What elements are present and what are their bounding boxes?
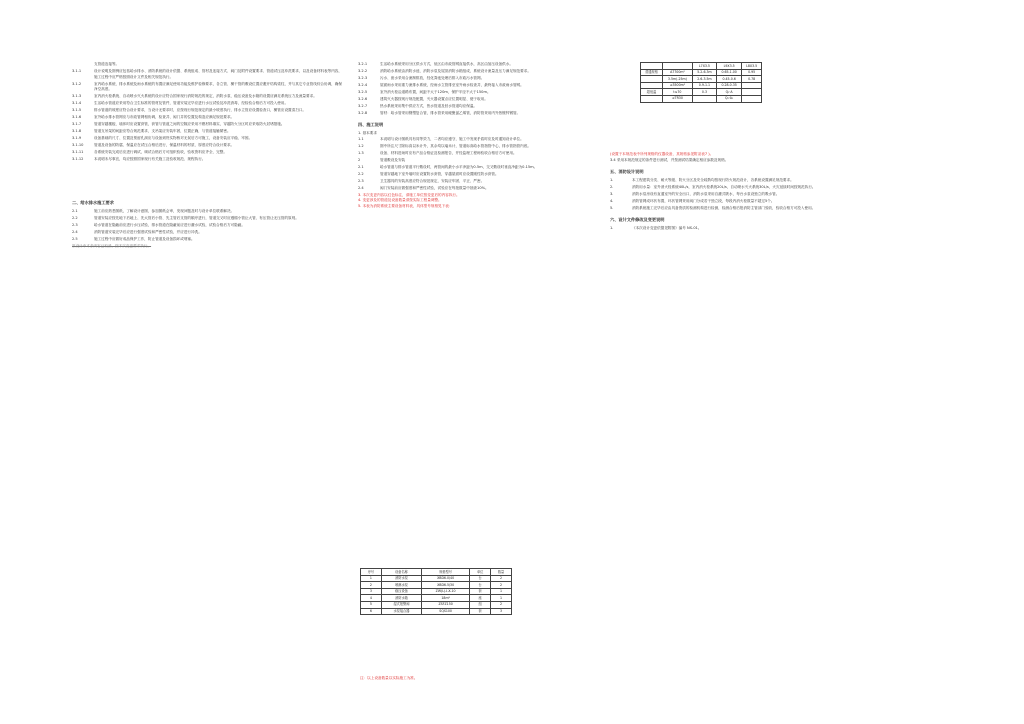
paragraph [358,76,640,82]
paragraph-text: 排水管道的坡度应符合设计要求，当设计无要求时，应按现行规范规定的最小坡度执行，排水立管应设置检查口，横管应设置清扫口。 [94,108,307,113]
table-row [361,575,512,582]
table-cell: 0.9-1.1 [692,82,716,89]
table-cell: 2 [361,582,382,589]
section-title-water-supply: 二、给水排水施工要求 [72,199,114,205]
table-cell [742,82,762,89]
paragraph-text: 施工前应熟悉图纸，了解设计意图，参加图纸会审，发现问题及时与设计单位联系解决。 [94,208,235,213]
paragraph-text: 支管道连接等。 [94,62,120,66]
paragraph-number: 3.2.1 [358,62,368,66]
paragraph-number: 5. [610,205,614,210]
paragraph-text: 设备、材料进场时应有产品合格证及检测报告，并经监理工程师验收合格后方可使用。 [380,150,517,155]
paragraph-text: 设计说明及图例应包括给水排水、消防系统的设计依据、系统组成、管材及连接方式、阀门及附件设置要求、管道试压及冲洗要求，以及设备材料表等内容，施工过程中应严格按照设计文件及相关规范执行。 [94,68,342,79]
section-title-fire: 五、消防设计说明 [610,169,644,175]
table-cell: 18m³ [422,595,470,602]
table-cell: 湿式报警阀 [381,601,421,608]
paragraph [358,62,640,68]
table-cell: A7700m² [662,69,692,76]
table-row [641,76,762,83]
red-change-note: 4. 变更涉及的管道及设备数量请按实际工程量调整。 [358,198,442,203]
paragraph-number: 4. [610,198,614,203]
paragraph-text: 各系统安装完成后应进行调试，调试合格后方可组织验收，验收资料应齐全、完整。 [94,150,227,155]
spec-table [640,62,762,103]
paragraph [72,62,342,68]
paragraph-number: 3.1.5 [72,108,82,113]
paragraph-number: 3.2.3 [358,75,368,80]
table-cell: 台 [470,582,491,589]
paragraph [72,101,342,107]
table-row [641,95,762,102]
paragraph-text: 消防系统施工完毕后应由具备资质的检测机构进行检测，检测合格后报消防主管部门验收，验收合格方可投入使用。 [632,205,816,210]
table-note: 注：以上设备数量以实际施工为准。 [360,676,418,680]
table-header-cell: 规格型号 [422,569,470,576]
paragraph [72,94,342,100]
paragraph [358,104,640,110]
paragraph [358,165,640,171]
table-cell: ≥TR30 [662,95,692,102]
section-title-construction: 四、施工说明 [358,122,384,128]
table-cell [692,95,716,102]
paragraph-number: 3. [610,191,614,196]
paragraph-text: 室内给水系统、排水系统及雨水系统的布置应满足使用功能及维护检修要求，各立管、横干管的敷设位置应避开结构梁柱，并与其它专业管线综合协调，确保净空高度。 [94,81,342,92]
paragraph-text: 热水系统采用集中供应方式，热水管道及回水管道均应保温。 [380,103,478,108]
paragraph-number: 2.3 [72,222,78,227]
paragraph [610,185,950,191]
paragraph-number: 2.3 [358,178,364,183]
paragraph-text: 消防水泵房设有直通室外的安全出口，消防水泵采用自灌式吸水，每台水泵设独立的吸水管。 [632,191,780,196]
paragraph [72,209,342,215]
paragraph-number: 2.2 [358,171,364,176]
paragraph [358,137,640,143]
table-cell [742,95,762,102]
paragraph-number: 1.1 [358,136,364,141]
paragraph-number: 3.1.3 [72,94,82,99]
paragraph-text: 管道支吊架的间距应符合规范要求，支吊架应安装牢固，位置正确，与管道接触紧密。 [94,129,231,134]
paragraph-number: 3.1.10 [72,143,84,148]
paragraph-number: 3.2.8 [358,110,368,115]
paragraph-text: 建筑灭火器按现行规范配置，灭火器设置点应位置明显、便于取用。 [380,96,488,101]
paragraph [72,136,342,142]
paragraph [358,111,640,117]
table-cell: t≤70 [662,89,692,96]
paragraph [358,83,640,89]
table-header-cell [662,63,692,70]
table-header-cell: L7X3.5 [692,63,716,70]
paragraph-text: 室外给水排水管网应与市政管网相协调，检查井、阀门井的位置及构造应满足规范要求。 [94,115,235,120]
paragraph-number: 3.1.8 [72,129,82,134]
table-cell: ≥3500m² [662,82,692,89]
table-cell: 0.3 [692,89,716,96]
paragraph [358,158,640,164]
table-header-cell: L8X3.5 [742,63,762,70]
paragraph [72,237,342,243]
table-cell [742,89,762,96]
table-header-cell: 设备名称 [381,569,421,576]
table-row [641,69,762,76]
section-title-changes: 六、设计文件修改及变更说明 [610,217,665,223]
paragraph-number: 3.2.6 [358,96,368,101]
paragraph-text: 阀门安装前应做强度和严密性试验，试验应在每批数量中抽查10%。 [380,185,489,190]
paragraph [358,172,640,178]
table-header-cell: 序号 [361,569,382,576]
paragraph [72,230,342,236]
paragraph [610,192,950,198]
paragraph-text: 施工过程中应做好成品保护工作，防止管道及设备损坏或堵塞。 [94,236,195,241]
table-cell: Q₁·A [716,89,741,96]
paragraph-text: 给水管道与排水管道平行敷设时，两管间的最小水平净距为0.5m，交叉敷设时垂直净距为0.15m。 [380,164,538,169]
table-cell: 4 [361,595,382,602]
table-cell: 2.6-3.5m [692,76,716,83]
table-cell: XBD6.5/30 [422,582,470,589]
paragraph [72,157,342,163]
table-cell: ZW(L)-I-X-10 [422,588,470,595]
paragraph-number: 3.2.2 [358,68,368,73]
table-row [641,82,762,89]
table-cell: 水泵接合器 [381,608,421,615]
paragraph [72,122,342,128]
paragraph [72,82,342,93]
table-cell: 套 [470,608,491,615]
paragraph-number: 2. [610,184,614,189]
table-cell: 喷淋水泵 [381,582,421,589]
table-cell: 5.2-6.3m [692,69,716,76]
red-note: (设置于本规范表中所列规格的仪器设备，其规格参见附录表7 )。 [610,152,714,156]
paragraph-text: 管道穿越楼板、墙体时应设置套管，套管与管道之间的空隙应采用不燃材料填实，穿越防火分区时应采取防火封堵措施。 [94,122,285,127]
paragraph-number: 2.4 [72,229,78,234]
table-cell: 0.45-0.6 [716,76,741,83]
paragraph-text: 生活给水系统采用分区供水方式，低区由市政管网直接供水，高区由加压设备供水。 [380,62,513,66]
table-cell: Q₂·A₁ [716,95,741,102]
red-change-note: 3. 本次变更内容以红色标注，请施工单位按变更后的内容执行。 [358,192,460,197]
paragraph [610,178,950,184]
paragraph [358,97,640,103]
table-row [361,588,512,595]
table-cell [641,82,663,89]
table-cell: 1 [361,575,382,582]
paragraph-text: 室外消火栓沿道路布置，间距不大于120m，保护半径不大于150m。 [380,89,491,94]
table-cell: 6 [361,608,382,615]
paragraph-text: 本说明未尽事宜，均应按照国家现行有关施工及验收规范、规程执行。 [94,157,206,161]
table-row [361,582,512,589]
paragraph-text: 管道及设备的防腐、保温应在试压合格后进行，保温材料的材质、厚度应符合设计要求。 [94,143,235,148]
table-cell: 组 [470,601,491,608]
table-cell: 5 [361,601,382,608]
table-cell [641,76,663,83]
paragraph-number: 3.1.2 [72,81,82,86]
paragraph-number: 3.2.5 [358,89,368,94]
table-cell: 3.5m(-25m) [662,76,692,83]
table-cell: 套 [470,588,491,595]
table-cell: 超低温 [641,89,663,96]
table-cell: 2 [491,582,512,589]
table-cell: SQS100 [422,608,470,615]
note-line: 3.4 采用本规范规定的条件进行测试，并按测试结果确定相应参数及规格。 [610,157,729,162]
paragraph-number: 1. [610,177,614,182]
table-cell: 0.95 [742,69,762,76]
paragraph-number [72,62,94,68]
paragraph-text: 消防管道安装完毕后应进行强度试验和严密性试验，并应进行冲洗。 [94,229,202,234]
paragraph [72,129,342,135]
paragraph [358,179,640,185]
table-cell: 台 [470,575,491,582]
paragraph [358,90,640,96]
paragraph-number: 2 [358,157,361,162]
table-cell: 3 [491,608,512,615]
table-cell: 0.78 [742,76,762,83]
table-cell: 稳压设备 [381,588,421,595]
paragraph-number: 1. [610,225,614,230]
paragraph [610,199,950,205]
red-change-note: 5. 本表为消防系统主要设备材料表，具体型号规格见下表： [358,203,453,208]
paragraph-number: 3.1.12 [72,157,84,161]
paragraph [358,69,640,75]
paragraph-text: 管道敷设及安装 [380,157,406,162]
paragraph-number: 2.5 [72,236,78,241]
paragraph-text: 污水、废水采用合流制排放，经化粪池处理后排入市政污水管网。 [380,75,485,80]
paragraph-number: 2.2 [72,215,78,220]
paragraph [72,223,342,229]
table-cell: XBD6.0/40 [422,575,470,582]
paragraph-text: 卫生器具的安装高度应符合规范规定，安装应牢固、平正、严密。 [380,178,485,183]
paragraph-text: 图中所注尺寸除标高以米计外，其余均以毫米计，管道标高给水管指管中心，排水管指管内底。 [380,143,531,148]
table-cell: 消防水箱 [381,595,421,602]
table-cell: 座 [470,595,491,602]
paragraph-text: 本说明与设计图纸具有同等效力，二者均应遵守，施工中发现矛盾时应及时通知设计单位。 [380,136,524,141]
paragraph-text: 管道安装应按先地下后地上、先大管后小管、先主管后支管的顺序进行，管道交叉时应遵循小管让大管、有压管让无压管的原则。 [94,215,299,220]
table-header-cell: 数量 [491,569,512,576]
paragraph-text: 《本次设计变更依据见附图》编号 NS-01。 [632,225,702,230]
paragraph-number: 2.4 [358,185,364,190]
table-cell: 0.28-0.35 [716,82,741,89]
table-row [361,601,512,608]
paragraph [72,216,342,222]
table-cell: 普通规格 [641,69,663,76]
paragraph-text: 设备基础的尺寸、位置及预留孔洞应与设备到货实物核对无误后方可施工，设备安装应平稳、牢固。 [94,136,253,141]
table-cell [641,95,663,102]
table-cell: 3 [361,588,382,595]
table-row [641,89,762,96]
paragraph-text: 管道穿越地下室外墙时应设置防水套管，穿越屋面时应设置刚性防水套管。 [380,171,499,176]
paragraph-text: 消防管网成环状布置，环状管网采用阀门分成若干独立段，每段内消火栓数量不超过5个。 [632,198,775,203]
equipment-table [360,568,512,615]
paragraph-number: 3.2.4 [358,82,368,87]
paragraph-text: 消防给水系统由消防水池、消防水泵及屋顶消防水箱组成，系统设计流量及压力满足规范要求。 [380,68,531,73]
column-middle [358,62,640,209]
paragraph-number: 2.1 [72,208,78,213]
table-header-cell: 单位 [470,569,491,576]
paragraph-number: 3.1.1 [72,68,82,73]
paragraph-number: 3.1.4 [72,101,82,106]
paragraph-text: 室内消火栓系统、自动喷水灭火系统的设计应符合国家现行消防规范的规定，消防水泵、稳压设备及水箱的设置应满足系统压力及流量要求。 [94,94,317,99]
paragraph-text: 消防用水量：室外消火栓系统40L/s，室内消火栓系统20L/s，自动喷水灭火系统30L/s，火灾延续时间按规范执行。 [632,184,816,189]
paragraph [358,144,640,150]
table-cell: 1 [491,595,512,602]
paragraph [72,108,342,114]
table-cell: ZSFZ150 [422,601,470,608]
paragraph-number: 3.1.9 [72,136,82,141]
paragraph [72,150,342,156]
paragraph-number: 1.3 [358,150,364,155]
paragraph-number: 2.1 [358,164,364,169]
paragraph [610,206,950,212]
paragraph-text: 生活给水管道应采用符合卫生标准的管材及管件，管道安装完毕应进行水压试验及冲洗消毒，经检验合格后方可投入使用。 [94,101,289,106]
paragraph-text: 管材：给水管采用钢塑复合管，排水管采用硬聚氯乙烯管，消防管采用内外热镀锌钢管。 [380,110,521,115]
column-left [72,62,342,249]
paragraph-number: 3.2.7 [358,103,368,108]
paragraph-text: 给水管道在隐蔽前应进行水压试验，排水管道在隐蔽前应进行灌水试验，试验合格后方可隐蔽。 [94,222,245,227]
table-cell: 0.65-1.00 [716,69,741,76]
table-header-cell: L9X3.5 [716,63,741,70]
paragraph [72,143,342,149]
paragraph-number: 3.1.7 [72,122,82,127]
paragraph-number: 3.1.11 [72,150,84,155]
paragraph-number: 3.1.6 [72,115,82,120]
paragraph-number: 1.2 [358,143,364,148]
paragraph [610,226,950,232]
table-cell: 消防水泵 [381,575,421,582]
paragraph-text: 屋面雨水采用重力流排水系统，经雨水立管排至室外雨水检查井，最终接入市政雨水管网。 [380,82,524,87]
table-cell: 1 [491,588,512,595]
section-subtitle: 1. 基本要求 [358,131,377,136]
table-header-cell [641,63,663,70]
column-right [610,152,950,233]
paragraph [358,186,640,192]
paragraph [72,69,342,80]
paragraph [72,115,342,121]
paragraph [358,151,640,157]
paragraph-text: 本工程建筑分类、耐火等级、防火分区及安全疏散均按现行防火规范设计，各系统设置满足规范要求。 [632,177,794,182]
table-cell: 2 [491,601,512,608]
table-row [361,595,512,602]
struck-out-text: 原设计中本条内容已取消，按本次变更要求执行。 [72,243,152,248]
table-row [361,608,512,615]
table-cell: 2 [491,575,512,582]
